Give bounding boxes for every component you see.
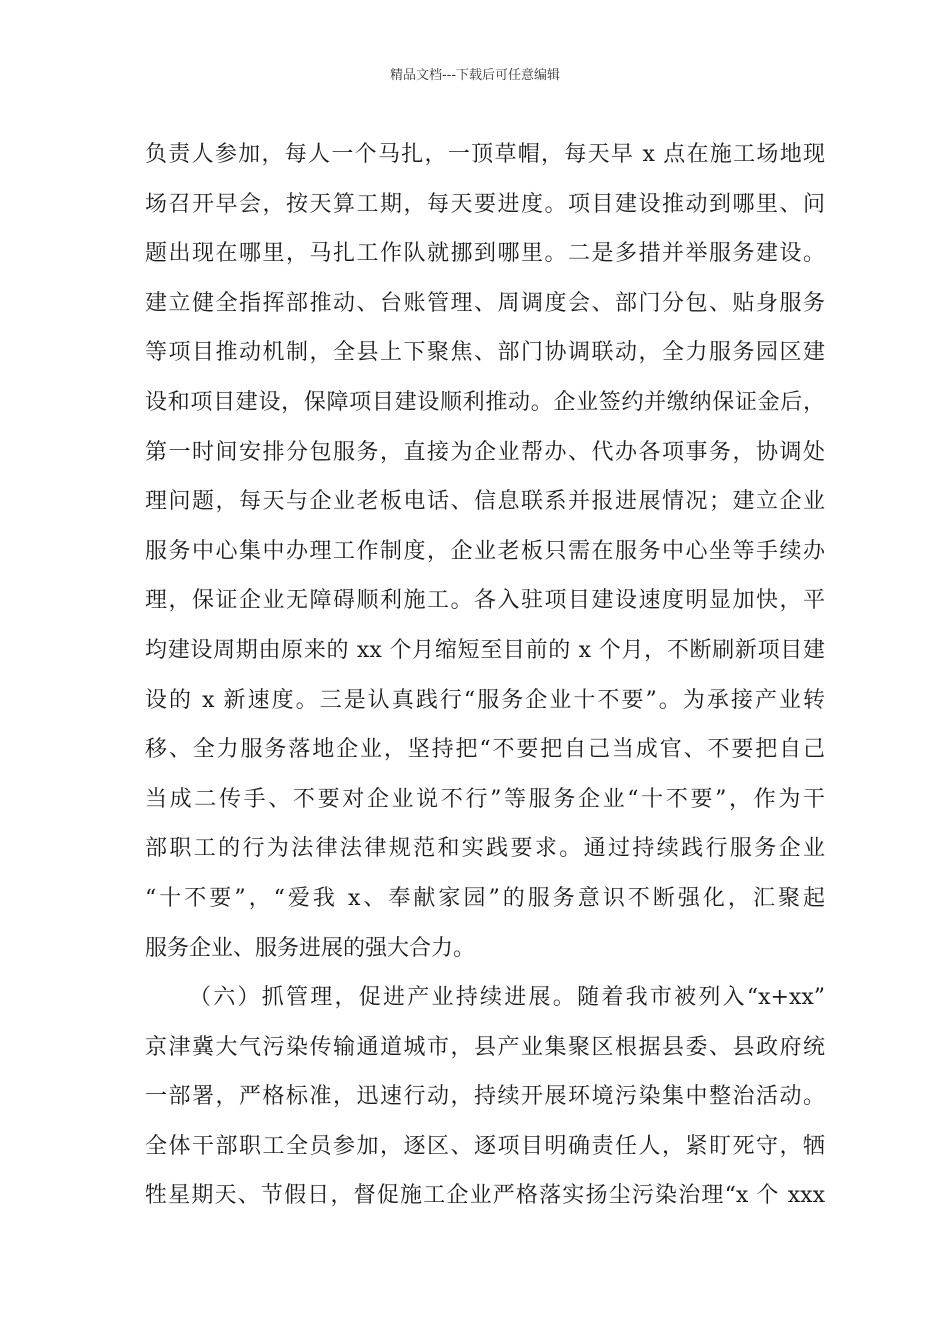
page-header: 精品文档---下载后可任意编辑 bbox=[389, 68, 561, 83]
body-line: 等项目推动机制，全县上下聚焦、部门协调联动，全力服务园区建 bbox=[145, 340, 825, 366]
paragraph-first-line: （六）抓管理，促进产业持续进展。随着我市被列入“x+xx” bbox=[189, 985, 825, 1011]
body-line: 题出现在哪里，马扎工作队就挪到哪里。二是多措并举服务建设。 bbox=[145, 241, 825, 267]
body-line: 理，保证企业无障碍顺利施工。各入驻项目建设速度明显加快，平 bbox=[145, 588, 825, 614]
document-body bbox=[145, 130, 825, 1221]
body-line: 建立健全指挥部推动、台账管理、周调度会、部门分包、贴身服务 bbox=[145, 290, 825, 316]
body-line: 牲星期天、节假日，督促施工企业严格落实扬尘污染治理“x 个 xxx bbox=[145, 1183, 825, 1209]
body-line: 当成二传手、不要对企业说不行”等服务企业“十不要”，作为干 bbox=[145, 786, 825, 812]
body-line: 服务中心集中办理工作制度，企业老板只需在服务中心坐等手续办 bbox=[145, 538, 825, 564]
body-line: 均建设周期由原来的 xx 个月缩短至目前的 x 个月，不断刷新项目建 bbox=[145, 637, 825, 663]
body-line: 场召开早会，按天算工期，每天要进度。项目建设推动到哪里、问 bbox=[145, 191, 825, 217]
body-line: 设的 x 新速度。三是认真践行“服务企业十不要”。为承接产业转 bbox=[145, 687, 825, 713]
body-line: 一部署，严格标准，迅速行动，持续开展环境污染集中整治活动。 bbox=[145, 1084, 825, 1110]
body-line: 移、全力服务落地企业，坚持把“不要把自己当成官、不要把自己 bbox=[145, 737, 825, 763]
body-line: 全体干部职工全员参加，逐区、逐项目明确责任人，紧盯死守，牺 bbox=[145, 1133, 825, 1159]
body-line: 负责人参加，每人一个马扎，一顶草帽，每天早 x 点在施工场地现 bbox=[145, 142, 825, 167]
body-line: 理问题，每天与企业老板电话、信息联系并报进展情况；建立企业 bbox=[145, 489, 825, 515]
body-line: “十不要”，“爱我 x、奉献家园”的服务意识不断强化，汇聚起 bbox=[145, 885, 825, 911]
body-line: 京津冀大气污染传输通道城市，县产业集聚区根据县委、县政府统 bbox=[145, 1034, 825, 1060]
body-line: 服务企业、服务进展的强大合力。 bbox=[145, 935, 476, 961]
body-line: 部职工的行为法律法律规范和实践要求。通过持续践行服务企业 bbox=[145, 836, 825, 862]
body-line: 设和项目建设，保障项目建设顺利推动。企业签约并缴纳保证金后， bbox=[145, 389, 825, 415]
body-line: 第一时间安排分包服务，直接为企业帮办、代办各项事务，协调处 bbox=[145, 439, 825, 465]
